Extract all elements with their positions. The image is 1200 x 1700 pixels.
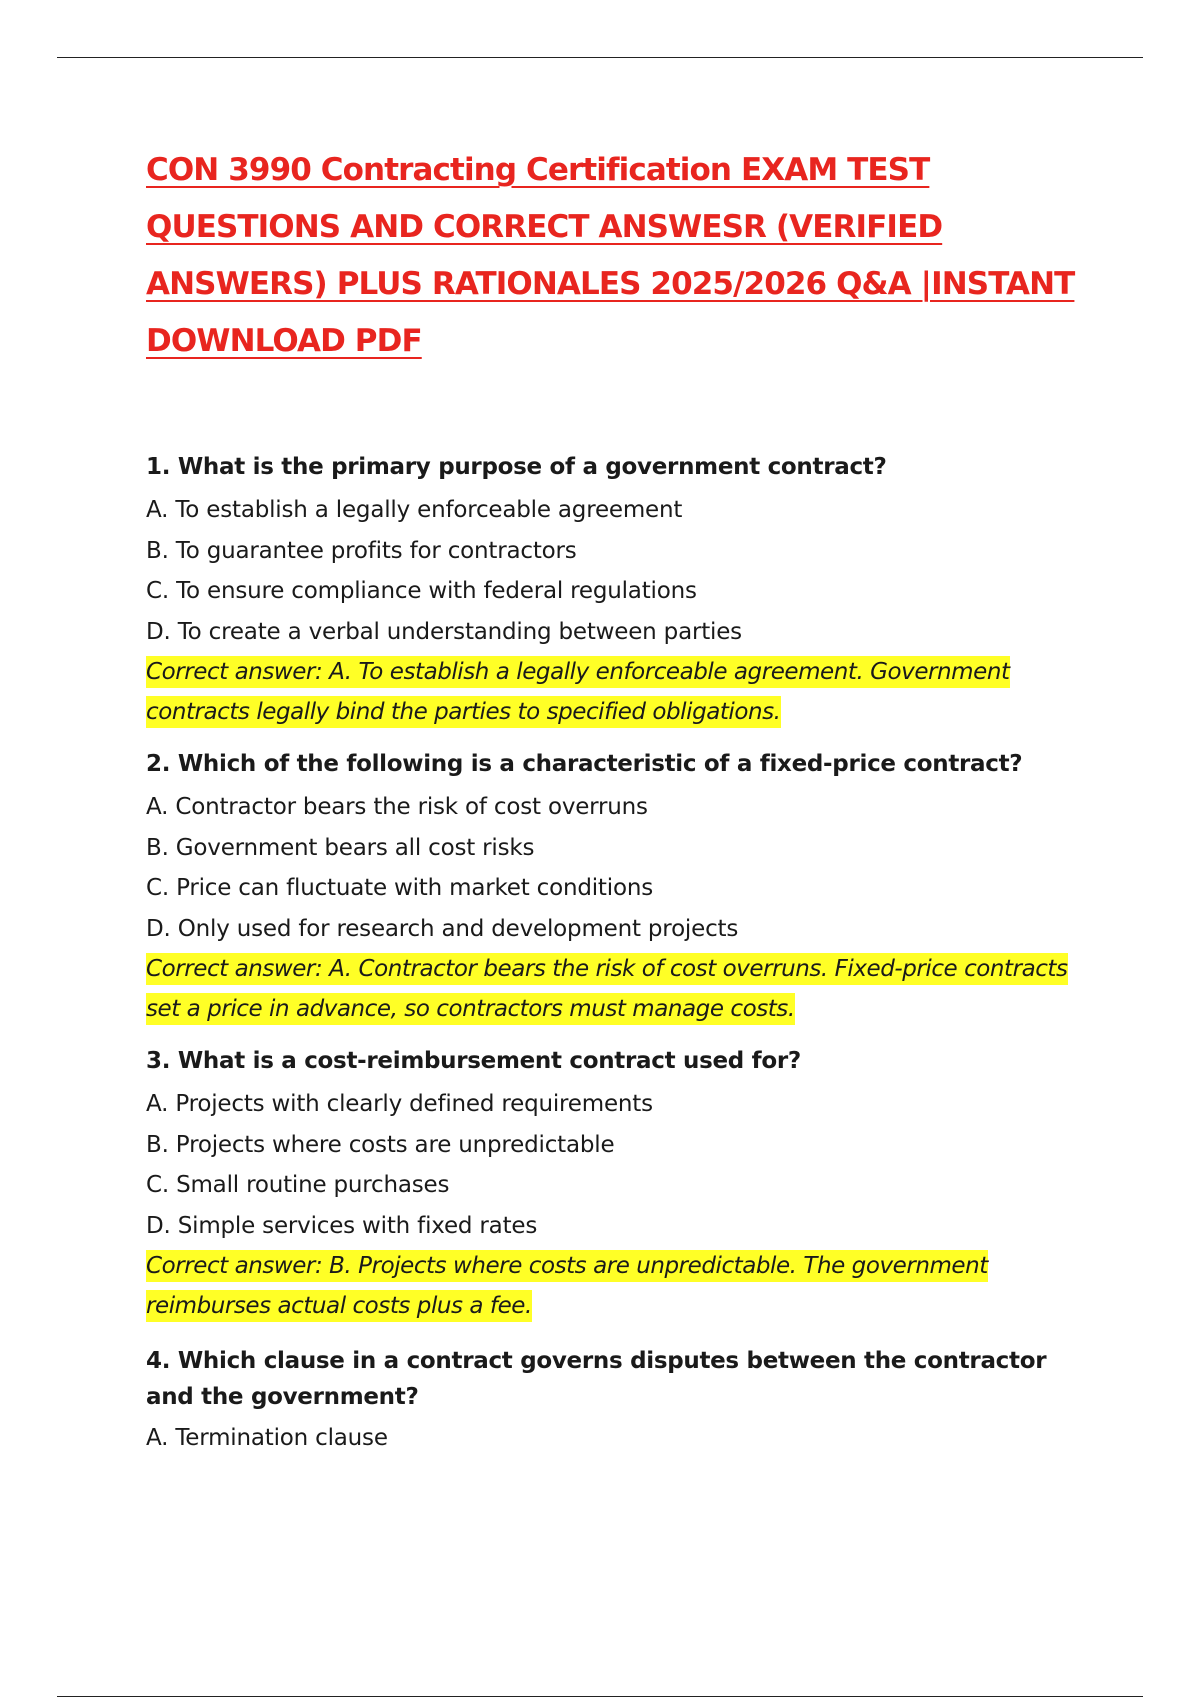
option-a: A. Contractor bears the risk of cost overruns — [146, 794, 648, 820]
document-title: CON 3990 Contracting Certification EXAM TEST QUESTIONS AND CORRECT ANSWESR (VERIFIED ANSWERS) PLUS RATIONALES 2025/2026 Q&A |INSTANT DOWNLOAD PDF — [146, 152, 1075, 359]
option-d: D. To create a verbal understanding between parties — [146, 618, 742, 645]
bottom-divider — [57, 1696, 1143, 1697]
option-a: A. To establish a legally enforceable agreement — [146, 497, 683, 523]
option-c: C. Price can fluctuate with market conditions — [146, 875, 653, 901]
correct-answer-rationale: Correct answer: A. Contractor bears the risk of cost overruns. Fixed-price contracts set a price in advance, so contractors must manage costs. — [146, 949, 1096, 1029]
question-block-3 — [146, 1046, 1096, 1326]
option-c: C. To ensure compliance with federal regulations — [146, 578, 697, 604]
question-text: 1. What is the primary purpose of a government contract? — [146, 454, 887, 480]
question-block-4 — [146, 1343, 1096, 1459]
option-a: A. Termination clause — [146, 1425, 388, 1451]
option-b: B. Government bears all cost risks — [146, 834, 535, 861]
option-b: B. Projects where costs are unpredictable — [146, 1131, 615, 1158]
question-text: 3. What is a cost-reimbursement contract used for? — [146, 1048, 801, 1074]
question-block-2 — [146, 749, 1096, 1029]
correct-answer-rationale: Correct answer: A. To establish a legally enforceable agreement. Government contracts legally bind the parties to specified obligations. — [146, 652, 1096, 732]
document-body — [146, 142, 1096, 1476]
question-block-1 — [146, 452, 1096, 732]
top-divider — [57, 57, 1143, 58]
question-text: 2. Which of the following is a characteristic of a fixed-price contract? — [146, 751, 1023, 777]
option-d: D. Only used for research and development projects — [146, 915, 739, 942]
correct-answer-rationale: Correct answer: B. Projects where costs are unpredictable. The government reimburses actual costs plus a fee. — [146, 1246, 1096, 1326]
option-b: B. To guarantee profits for contractors — [146, 537, 577, 564]
option-a: A. Projects with clearly defined requirements — [146, 1091, 653, 1117]
option-d: D. Simple services with fixed rates — [146, 1212, 538, 1239]
option-c: C. Small routine purchases — [146, 1172, 450, 1198]
question-text: 4. Which clause in a contract governs disputes between the contractor and the government? — [146, 1348, 1047, 1410]
